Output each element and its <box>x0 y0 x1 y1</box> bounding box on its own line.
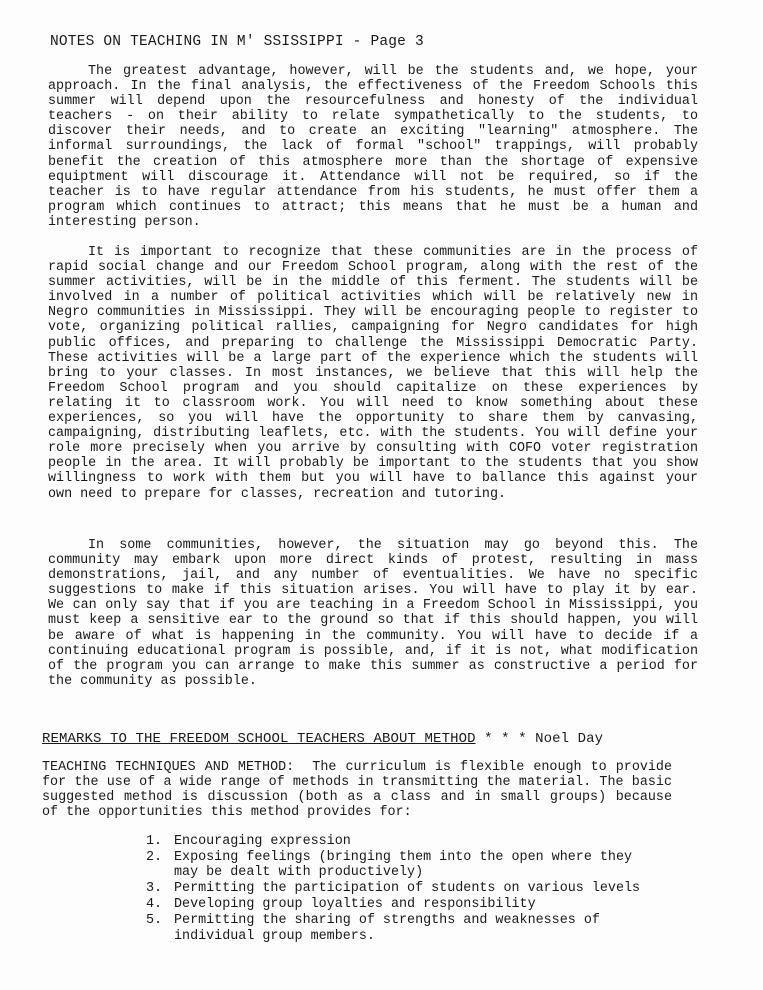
method-paragraph <box>42 760 672 820</box>
remarks-title: REMARKS TO THE FREEDOM SCHOOL TEACHERS ABOUT METHOD <box>42 731 476 747</box>
paragraph-direct-protest: In some communities, however, the situation may go beyond this. The community may embark upon more direct kinds of protest, resulting in mass demonstrations, jail, and any number of eventualities. We have no specific suggestions to make if this situation arises. You will have to play it by ear. We can only say that if you are teaching in a Freedom School in Mississippi, you must keep a sensitive ear to the ground so that if this should happen, you will be aware of what is happening in the community. You will have to decide if a continuing educational program is possible, and, if it is not, what modification of the program you can arrange to make this summer as constructive a period for the community as possible. <box>48 538 698 689</box>
remarks-stars: * * * <box>484 731 527 747</box>
list-item-number: 3. <box>146 881 163 897</box>
page-header: NOTES ON TEACHING IN M' SSISSIPPI - Page 3 <box>50 34 424 50</box>
list-item-number: 4. <box>146 897 163 913</box>
method-lead: TEACHING TECHNIQUES AND METHOD: <box>42 760 295 775</box>
method-text: The curriculum is flexible enough to provide for the use of a wide range of methods in transmitting the material. The basic suggested method is discussion (both as a class and in small groups) because of the opportunities this method provides for: <box>42 760 672 821</box>
list-item <box>146 834 646 849</box>
paragraph-social-change: It is important to recognize that these communities are in the process of rapid social change and our Freedom School program, along with the rest of the summer activities, will be in the middle of this ferment. The students will be involved in a number of political activities which will be relatively new in Negro communities in Mississippi. They will be encouraging people to register to vote, organizing political rallies, campaigning for Negro candidates for high public offices, and preparing to challenge the Mississippi Democratic Party. These activities will be a large part of the experience which the students will bring to your classes. In most instances, we believe that this will help the Freedom School program and you should capitalize on these experiences by relating it to classroom work. You will need to know something about these experiences, so you will have the opportunity to share them by canvasing, campaigning, distributing leaflets, etc. with the students. You will define your role more precisely when you arrive by consulting with COFO voter registration people in the area. It will probably be important to the students that you show willingness to work with them but you will have to ballance this against your own need to prepare for classes, recreation and tutoring. <box>48 245 698 502</box>
remarks-heading <box>42 731 682 747</box>
list-item <box>146 881 646 896</box>
list-item-number: 1. <box>146 834 163 849</box>
list-item-number: 2. <box>146 850 163 866</box>
list-item <box>146 897 646 912</box>
remarks-author: Noel Day <box>535 731 604 747</box>
list-item-text: Developing group loyalties and responsibility <box>174 897 536 913</box>
list-item <box>146 913 646 943</box>
list-item-text: Exposing feelings (bringing them into the open where they may be dealt with productively) <box>174 850 633 881</box>
list-item-text: Encouraging expression <box>174 834 351 849</box>
list-item-number: 5. <box>146 913 163 929</box>
list-item <box>146 850 646 880</box>
paragraph-students-approach: The greatest advantage, however, will be the students and, we hope, your approach. In the final analysis, the effectiveness of the Freedom Schools this summer will depend upon the resourcefulness and honesty of the individual teachers - on their ability to relate sympathetically to the students, to discover their needs, and to create an exciting "learning" atmosphere. The informal surroundings, the lack of formal "school" trappings, will probably benefit the creation of this atmosphere more than the shortage of expensive equiptment will discourage it. Attendance will not be required, so if the teacher is to have regular attendance from his students, he must offer them a program which continues to attract; this means that he must be a human and interesting person. <box>48 64 698 230</box>
method-list <box>146 834 646 945</box>
list-item-text: Permitting the participation of students on various levels <box>174 881 641 897</box>
list-item-text: Permitting the sharing of strengths and weaknesses of individual group members. <box>174 913 600 944</box>
